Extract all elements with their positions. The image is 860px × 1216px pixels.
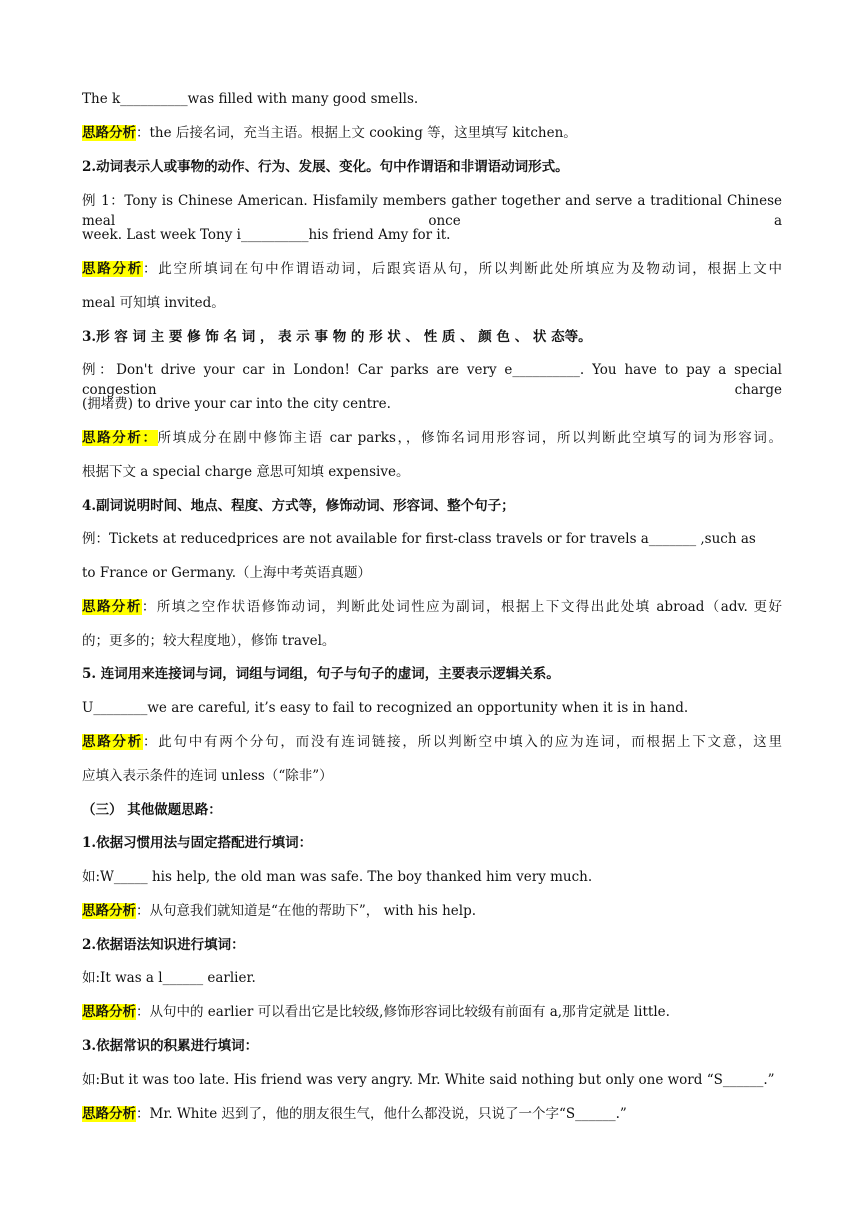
example-line — [82, 1070, 782, 1090]
text: （三） 其他做题思路： — [82, 802, 222, 818]
text: 1.依据习惯用法与固定搭配进行填词： — [82, 835, 313, 851]
example-line — [82, 968, 782, 988]
section-heading — [82, 496, 782, 516]
section-heading — [82, 157, 782, 177]
text: 3.依据常识的积累进行填词： — [82, 1038, 259, 1054]
paragraph — [82, 394, 782, 414]
text: U________we are careful, it’s easy to fail to recognized an opportunity when it is in hand. — [82, 700, 689, 716]
text: ：从句中的 earlier 可以看出它是比较级,修饰形容词比较级有前面有 a,那肯定就是 little. — [136, 1004, 670, 1020]
section-heading — [82, 327, 782, 347]
text: 4.副词说明时间、地点、程度、方式等，修饰动词、形容词、整个句子； — [82, 498, 515, 514]
text: 2.动词表示人或事物的动作、行为、发展、变化。句中作谓语和非谓语动词形式。 — [82, 159, 569, 175]
analysis-line — [82, 597, 782, 617]
text: ：从句意我们就知道是“在他的帮助下”， with his help. — [136, 903, 477, 919]
section-heading — [82, 1036, 782, 1056]
paragraph — [82, 462, 782, 482]
section-heading — [82, 800, 782, 820]
text: 2.依据语法知识进行填词： — [82, 937, 245, 953]
paragraph — [82, 563, 782, 583]
text: 如:It was a l______ earlier. — [82, 970, 256, 986]
text: 3.形 容 词 主 要 修 饰 名 词 ， 表 示 事 物 的 形 状 、 性 质 、 颜 色 、 状 态等。 — [82, 329, 592, 345]
text: 如:W_____ his help, the old man was safe. The boy thanked him very much. — [82, 869, 593, 885]
example-line — [82, 867, 782, 887]
text: ：Mr. White 迟到了，他的朋友很生气，他什么都没说，只说了一个字“S______.” — [136, 1106, 627, 1122]
text: (拥堵费) to drive your car into the city centre. — [82, 396, 391, 412]
text: 的；更多的；较大程度地），修饰 travel。 — [82, 633, 336, 649]
analysis-line — [82, 123, 782, 143]
text: 例：Tickets at reducedprices are not available for first-class travels or for travels a_______ ,such as — [82, 531, 756, 547]
text: 例 1：Tony is Chinese American. Hisfamily members gather together and serve a traditional Chinese meal once a — [82, 193, 782, 229]
analysis-line — [82, 259, 782, 279]
text: The k__________was filled with many good smells. — [82, 91, 419, 107]
section-heading — [82, 664, 782, 684]
paragraph — [82, 631, 782, 651]
analysis-label: 思路分析 — [82, 599, 142, 615]
example-line — [82, 529, 782, 549]
paragraph — [82, 89, 782, 109]
analysis-label: 思路分析 — [82, 734, 144, 750]
analysis-label: 思路分析 — [82, 261, 144, 277]
analysis-label: 思路分析 — [82, 1106, 136, 1122]
example-line — [82, 698, 782, 718]
section-heading — [82, 833, 782, 853]
analysis-label: 思路分析 — [82, 1004, 136, 1020]
analysis-line — [82, 1002, 782, 1022]
text: 根据下文 a special charge 意思可知填 expensive。 — [82, 464, 410, 480]
paragraph — [82, 293, 782, 313]
text: 所填成分在剧中修饰主语 car parks，，修饰名词用形容词，所以判断此空填写的词为形容词。 — [157, 430, 783, 446]
text: ：the 后接名词，充当主语。根据上文 cooking 等，这里填写 kitchen。 — [136, 125, 577, 141]
analysis-line — [82, 428, 782, 448]
analysis-line — [82, 901, 782, 921]
analysis-line — [82, 1104, 782, 1124]
text: week. Last week Tony i__________his friend Amy for it. — [82, 227, 451, 243]
paragraph — [82, 225, 782, 245]
analysis-label: 思路分析： — [82, 430, 158, 446]
paragraph — [82, 766, 782, 786]
text: 如:But it was too late. His friend was very angry. Mr. White said nothing but only one word “S______.” — [82, 1072, 775, 1088]
text: ：此句中有两个分句，而没有连词链接，所以判断空中填入的应为连词，而根据上下文意，这里 — [143, 734, 783, 750]
section-heading — [82, 935, 782, 955]
text: 例：Don't drive your car in London! Car parks are very e__________. You have to pay a special congestion charge — [82, 362, 782, 398]
text: 5. 连词用来连接词与词，词组与词组，句子与句子的虚词，主要表示逻辑关系。 — [82, 666, 560, 682]
text: meal 可知填 invited。 — [82, 295, 225, 311]
text: ：所填之空作状语修饰动词，判断此处词性应为副词，根据上下文得出此处填 abroad（adv. 更好 — [141, 599, 782, 615]
text: 应填入表示条件的连词 unless（“除非”） — [82, 768, 333, 784]
analysis-label: 思路分析 — [82, 903, 136, 919]
analysis-line — [82, 732, 782, 752]
text: to France or Germany.（上海中考英语真题） — [82, 565, 372, 581]
text: ：此空所填词在句中作谓语动词，后跟宾语从句，所以判断此处所填应为及物动词，根据上文中 — [143, 261, 783, 277]
analysis-label: 思路分析 — [82, 125, 136, 141]
